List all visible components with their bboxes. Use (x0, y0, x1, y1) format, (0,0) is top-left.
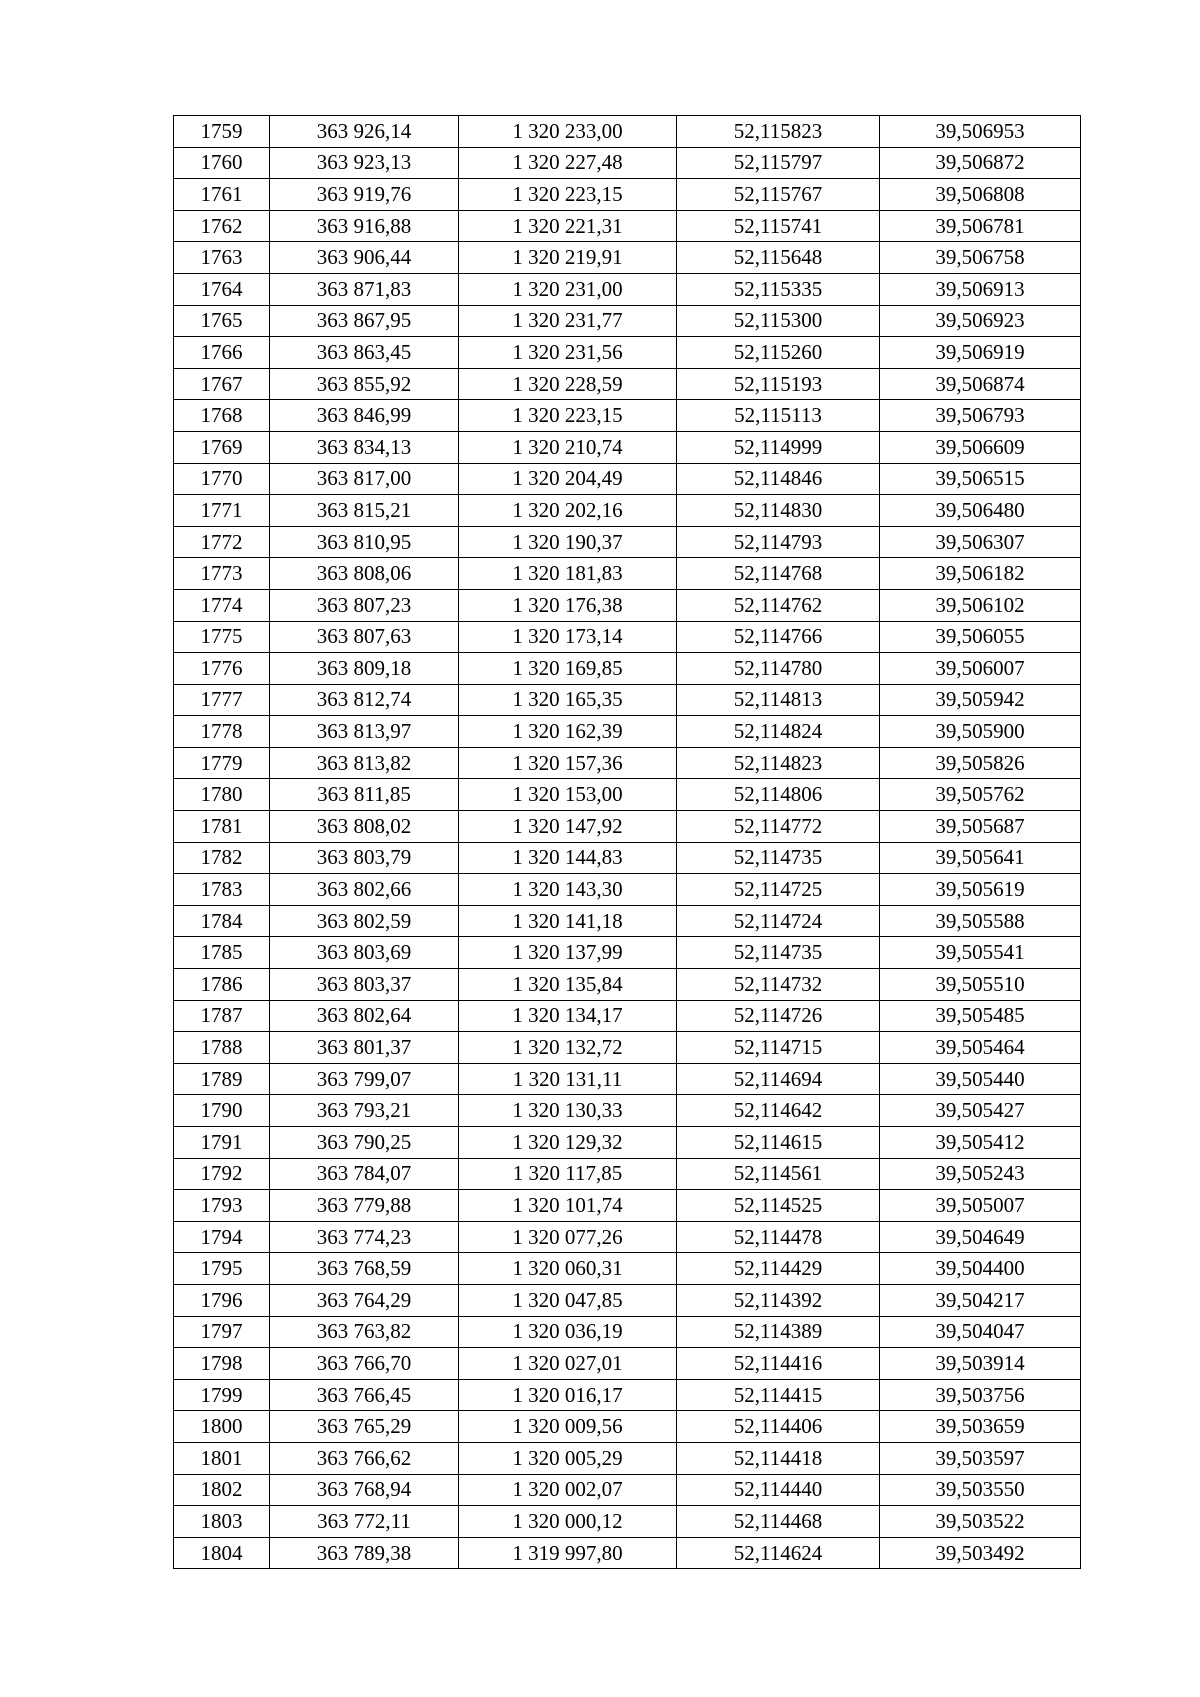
x-coordinate-cell: 363 813,82 (270, 747, 459, 779)
point-number-cell: 1799 (174, 1379, 270, 1411)
y-coordinate-cell: 1 320 129,32 (459, 1127, 677, 1159)
y-coordinate-cell: 1 320 190,37 (459, 526, 677, 558)
x-coordinate-cell: 363 807,63 (270, 621, 459, 653)
table-row (174, 1253, 1081, 1285)
latitude-cell: 52,114406 (677, 1411, 880, 1443)
latitude-cell: 52,114766 (677, 621, 880, 653)
point-number-cell: 1787 (174, 1000, 270, 1032)
latitude-cell: 52,114418 (677, 1442, 880, 1474)
longitude-cell: 39,506609 (880, 431, 1081, 463)
latitude-cell: 52,114806 (677, 779, 880, 811)
point-number-cell: 1793 (174, 1190, 270, 1222)
x-coordinate-cell: 363 810,95 (270, 526, 459, 558)
longitude-cell: 39,504400 (880, 1253, 1081, 1285)
longitude-cell: 39,505942 (880, 684, 1081, 716)
y-coordinate-cell: 1 320 137,99 (459, 937, 677, 969)
longitude-cell: 39,506758 (880, 242, 1081, 274)
table-row (174, 1000, 1081, 1032)
point-number-cell: 1762 (174, 210, 270, 242)
point-number-cell: 1804 (174, 1537, 270, 1569)
x-coordinate-cell: 363 768,59 (270, 1253, 459, 1285)
y-coordinate-cell: 1 320 027,01 (459, 1348, 677, 1380)
x-coordinate-cell: 363 807,23 (270, 589, 459, 621)
y-coordinate-cell: 1 320 227,48 (459, 147, 677, 179)
point-number-cell: 1797 (174, 1316, 270, 1348)
latitude-cell: 52,114768 (677, 558, 880, 590)
point-number-cell: 1798 (174, 1348, 270, 1380)
point-number-cell: 1765 (174, 305, 270, 337)
longitude-cell: 39,506913 (880, 273, 1081, 305)
point-number-cell: 1788 (174, 1032, 270, 1064)
x-coordinate-cell: 363 799,07 (270, 1063, 459, 1095)
longitude-cell: 39,505641 (880, 842, 1081, 874)
longitude-cell: 39,506781 (880, 210, 1081, 242)
x-coordinate-cell: 363 764,29 (270, 1284, 459, 1316)
table-row (174, 1284, 1081, 1316)
point-number-cell: 1789 (174, 1063, 270, 1095)
table-row (174, 400, 1081, 432)
latitude-cell: 52,115193 (677, 368, 880, 400)
point-number-cell: 1785 (174, 937, 270, 969)
table-row (174, 463, 1081, 495)
y-coordinate-cell: 1 320 231,56 (459, 337, 677, 369)
point-number-cell: 1766 (174, 337, 270, 369)
x-coordinate-cell: 363 803,79 (270, 842, 459, 874)
point-number-cell: 1786 (174, 969, 270, 1001)
longitude-cell: 39,505900 (880, 716, 1081, 748)
y-coordinate-cell: 1 320 153,00 (459, 779, 677, 811)
longitude-cell: 39,506182 (880, 558, 1081, 590)
longitude-cell: 39,505440 (880, 1063, 1081, 1095)
longitude-cell: 39,505541 (880, 937, 1081, 969)
y-coordinate-cell: 1 320 228,59 (459, 368, 677, 400)
longitude-cell: 39,503550 (880, 1474, 1081, 1506)
longitude-cell: 39,505826 (880, 747, 1081, 779)
point-number-cell: 1800 (174, 1411, 270, 1443)
x-coordinate-cell: 363 813,97 (270, 716, 459, 748)
y-coordinate-cell: 1 320 173,14 (459, 621, 677, 653)
latitude-cell: 52,114846 (677, 463, 880, 495)
point-number-cell: 1803 (174, 1506, 270, 1538)
point-number-cell: 1790 (174, 1095, 270, 1127)
y-coordinate-cell: 1 320 141,18 (459, 905, 677, 937)
table-row (174, 305, 1081, 337)
longitude-cell: 39,505762 (880, 779, 1081, 811)
latitude-cell: 52,115648 (677, 242, 880, 274)
y-coordinate-cell: 1 320 219,91 (459, 242, 677, 274)
y-coordinate-cell: 1 320 223,15 (459, 400, 677, 432)
longitude-cell: 39,506923 (880, 305, 1081, 337)
latitude-cell: 52,114813 (677, 684, 880, 716)
x-coordinate-cell: 363 809,18 (270, 653, 459, 685)
latitude-cell: 52,114725 (677, 874, 880, 906)
latitude-cell: 52,114429 (677, 1253, 880, 1285)
latitude-cell: 52,114468 (677, 1506, 880, 1538)
x-coordinate-cell: 363 774,23 (270, 1221, 459, 1253)
longitude-cell: 39,506480 (880, 495, 1081, 527)
point-number-cell: 1801 (174, 1442, 270, 1474)
x-coordinate-cell: 363 867,95 (270, 305, 459, 337)
table-row (174, 273, 1081, 305)
table-row (174, 558, 1081, 590)
table-row (174, 1506, 1081, 1538)
coordinates-table-body (174, 116, 1081, 1569)
x-coordinate-cell: 363 779,88 (270, 1190, 459, 1222)
latitude-cell: 52,114561 (677, 1158, 880, 1190)
point-number-cell: 1781 (174, 811, 270, 843)
y-coordinate-cell: 1 320 134,17 (459, 1000, 677, 1032)
x-coordinate-cell: 363 863,45 (270, 337, 459, 369)
point-number-cell: 1795 (174, 1253, 270, 1285)
point-number-cell: 1770 (174, 463, 270, 495)
y-coordinate-cell: 1 320 169,85 (459, 653, 677, 685)
x-coordinate-cell: 363 772,11 (270, 1506, 459, 1538)
latitude-cell: 52,114824 (677, 716, 880, 748)
table-row (174, 431, 1081, 463)
x-coordinate-cell: 363 802,59 (270, 905, 459, 937)
longitude-cell: 39,506515 (880, 463, 1081, 495)
x-coordinate-cell: 363 784,07 (270, 1158, 459, 1190)
latitude-cell: 52,114735 (677, 842, 880, 874)
x-coordinate-cell: 363 808,02 (270, 811, 459, 843)
table-row (174, 1411, 1081, 1443)
point-number-cell: 1796 (174, 1284, 270, 1316)
table-row (174, 905, 1081, 937)
longitude-cell: 39,506007 (880, 653, 1081, 685)
point-number-cell: 1802 (174, 1474, 270, 1506)
table-row (174, 1158, 1081, 1190)
x-coordinate-cell: 363 919,76 (270, 179, 459, 211)
point-number-cell: 1778 (174, 716, 270, 748)
latitude-cell: 52,115741 (677, 210, 880, 242)
x-coordinate-cell: 363 812,74 (270, 684, 459, 716)
latitude-cell: 52,114389 (677, 1316, 880, 1348)
table-row (174, 716, 1081, 748)
table-row (174, 937, 1081, 969)
y-coordinate-cell: 1 320 131,11 (459, 1063, 677, 1095)
y-coordinate-cell: 1 320 202,16 (459, 495, 677, 527)
x-coordinate-cell: 363 803,69 (270, 937, 459, 969)
point-number-cell: 1769 (174, 431, 270, 463)
x-coordinate-cell: 363 766,70 (270, 1348, 459, 1380)
latitude-cell: 52,115260 (677, 337, 880, 369)
latitude-cell: 52,114624 (677, 1537, 880, 1569)
point-number-cell: 1780 (174, 779, 270, 811)
point-number-cell: 1777 (174, 684, 270, 716)
y-coordinate-cell: 1 320 231,00 (459, 273, 677, 305)
x-coordinate-cell: 363 801,37 (270, 1032, 459, 1064)
x-coordinate-cell: 363 846,99 (270, 400, 459, 432)
latitude-cell: 52,114525 (677, 1190, 880, 1222)
latitude-cell: 52,114735 (677, 937, 880, 969)
table-row (174, 1316, 1081, 1348)
latitude-cell: 52,114726 (677, 1000, 880, 1032)
latitude-cell: 52,114416 (677, 1348, 880, 1380)
y-coordinate-cell: 1 320 016,17 (459, 1379, 677, 1411)
point-number-cell: 1772 (174, 526, 270, 558)
table-row (174, 874, 1081, 906)
longitude-cell: 39,505687 (880, 811, 1081, 843)
table-row (174, 1032, 1081, 1064)
table-row (174, 1348, 1081, 1380)
table-row (174, 779, 1081, 811)
point-number-cell: 1784 (174, 905, 270, 937)
longitude-cell: 39,506919 (880, 337, 1081, 369)
y-coordinate-cell: 1 320 223,15 (459, 179, 677, 211)
y-coordinate-cell: 1 320 132,72 (459, 1032, 677, 1064)
x-coordinate-cell: 363 802,66 (270, 874, 459, 906)
longitude-cell: 39,505464 (880, 1032, 1081, 1064)
latitude-cell: 52,114830 (677, 495, 880, 527)
table-row (174, 368, 1081, 400)
x-coordinate-cell: 363 916,88 (270, 210, 459, 242)
y-coordinate-cell: 1 320 077,26 (459, 1221, 677, 1253)
x-coordinate-cell: 363 811,85 (270, 779, 459, 811)
y-coordinate-cell: 1 320 204,49 (459, 463, 677, 495)
latitude-cell: 52,115113 (677, 400, 880, 432)
latitude-cell: 52,114694 (677, 1063, 880, 1095)
longitude-cell: 39,505619 (880, 874, 1081, 906)
y-coordinate-cell: 1 320 002,07 (459, 1474, 677, 1506)
table-row (174, 621, 1081, 653)
longitude-cell: 39,506872 (880, 147, 1081, 179)
y-coordinate-cell: 1 320 130,33 (459, 1095, 677, 1127)
x-coordinate-cell: 363 906,44 (270, 242, 459, 274)
x-coordinate-cell: 363 923,13 (270, 147, 459, 179)
point-number-cell: 1774 (174, 589, 270, 621)
table-row (174, 1095, 1081, 1127)
table-row (174, 1474, 1081, 1506)
y-coordinate-cell: 1 320 210,74 (459, 431, 677, 463)
x-coordinate-cell: 363 768,94 (270, 1474, 459, 1506)
latitude-cell: 52,114732 (677, 969, 880, 1001)
y-coordinate-cell: 1 319 997,80 (459, 1537, 677, 1569)
latitude-cell: 52,114724 (677, 905, 880, 937)
longitude-cell: 39,505243 (880, 1158, 1081, 1190)
longitude-cell: 39,504649 (880, 1221, 1081, 1253)
latitude-cell: 52,115823 (677, 116, 880, 148)
table-row (174, 653, 1081, 685)
y-coordinate-cell: 1 320 143,30 (459, 874, 677, 906)
table-row (174, 495, 1081, 527)
latitude-cell: 52,115797 (677, 147, 880, 179)
y-coordinate-cell: 1 320 036,19 (459, 1316, 677, 1348)
table-row (174, 1190, 1081, 1222)
longitude-cell: 39,505007 (880, 1190, 1081, 1222)
point-number-cell: 1773 (174, 558, 270, 590)
latitude-cell: 52,114999 (677, 431, 880, 463)
longitude-cell: 39,503522 (880, 1506, 1081, 1538)
latitude-cell: 52,115767 (677, 179, 880, 211)
longitude-cell: 39,504047 (880, 1316, 1081, 1348)
point-number-cell: 1763 (174, 242, 270, 274)
longitude-cell: 39,503914 (880, 1348, 1081, 1380)
point-number-cell: 1759 (174, 116, 270, 148)
table-row (174, 811, 1081, 843)
y-coordinate-cell: 1 320 181,83 (459, 558, 677, 590)
point-number-cell: 1791 (174, 1127, 270, 1159)
x-coordinate-cell: 363 808,06 (270, 558, 459, 590)
point-number-cell: 1771 (174, 495, 270, 527)
latitude-cell: 52,114415 (677, 1379, 880, 1411)
table-row (174, 526, 1081, 558)
latitude-cell: 52,114772 (677, 811, 880, 843)
latitude-cell: 52,114440 (677, 1474, 880, 1506)
point-number-cell: 1792 (174, 1158, 270, 1190)
table-row (174, 337, 1081, 369)
coordinates-table (173, 115, 1081, 1569)
latitude-cell: 52,114823 (677, 747, 880, 779)
x-coordinate-cell: 363 855,92 (270, 368, 459, 400)
table-row (174, 684, 1081, 716)
y-coordinate-cell: 1 320 047,85 (459, 1284, 677, 1316)
longitude-cell: 39,505510 (880, 969, 1081, 1001)
latitude-cell: 52,114392 (677, 1284, 880, 1316)
table-row (174, 147, 1081, 179)
table-row (174, 747, 1081, 779)
x-coordinate-cell: 363 802,64 (270, 1000, 459, 1032)
x-coordinate-cell: 363 765,29 (270, 1411, 459, 1443)
y-coordinate-cell: 1 320 009,56 (459, 1411, 677, 1443)
longitude-cell: 39,503597 (880, 1442, 1081, 1474)
y-coordinate-cell: 1 320 147,92 (459, 811, 677, 843)
x-coordinate-cell: 363 817,00 (270, 463, 459, 495)
longitude-cell: 39,505427 (880, 1095, 1081, 1127)
x-coordinate-cell: 363 926,14 (270, 116, 459, 148)
longitude-cell: 39,506102 (880, 589, 1081, 621)
longitude-cell: 39,505485 (880, 1000, 1081, 1032)
y-coordinate-cell: 1 320 060,31 (459, 1253, 677, 1285)
point-number-cell: 1779 (174, 747, 270, 779)
y-coordinate-cell: 1 320 157,36 (459, 747, 677, 779)
y-coordinate-cell: 1 320 221,31 (459, 210, 677, 242)
x-coordinate-cell: 363 790,25 (270, 1127, 459, 1159)
point-number-cell: 1761 (174, 179, 270, 211)
x-coordinate-cell: 363 815,21 (270, 495, 459, 527)
longitude-cell: 39,503659 (880, 1411, 1081, 1443)
x-coordinate-cell: 363 803,37 (270, 969, 459, 1001)
y-coordinate-cell: 1 320 233,00 (459, 116, 677, 148)
y-coordinate-cell: 1 320 165,35 (459, 684, 677, 716)
longitude-cell: 39,506808 (880, 179, 1081, 211)
table-row (174, 210, 1081, 242)
y-coordinate-cell: 1 320 005,29 (459, 1442, 677, 1474)
table-row (174, 589, 1081, 621)
point-number-cell: 1760 (174, 147, 270, 179)
point-number-cell: 1775 (174, 621, 270, 653)
point-number-cell: 1768 (174, 400, 270, 432)
table-row (174, 1127, 1081, 1159)
x-coordinate-cell: 363 766,45 (270, 1379, 459, 1411)
table-row (174, 116, 1081, 148)
table-row (174, 242, 1081, 274)
latitude-cell: 52,114642 (677, 1095, 880, 1127)
longitude-cell: 39,503756 (880, 1379, 1081, 1411)
table-row (174, 1221, 1081, 1253)
latitude-cell: 52,114793 (677, 526, 880, 558)
y-coordinate-cell: 1 320 231,77 (459, 305, 677, 337)
latitude-cell: 52,114762 (677, 589, 880, 621)
table-row (174, 1063, 1081, 1095)
point-number-cell: 1764 (174, 273, 270, 305)
longitude-cell: 39,506874 (880, 368, 1081, 400)
longitude-cell: 39,505588 (880, 905, 1081, 937)
point-number-cell: 1767 (174, 368, 270, 400)
latitude-cell: 52,114478 (677, 1221, 880, 1253)
point-number-cell: 1776 (174, 653, 270, 685)
latitude-cell: 52,114615 (677, 1127, 880, 1159)
longitude-cell: 39,506793 (880, 400, 1081, 432)
y-coordinate-cell: 1 320 000,12 (459, 1506, 677, 1538)
longitude-cell: 39,506307 (880, 526, 1081, 558)
y-coordinate-cell: 1 320 135,84 (459, 969, 677, 1001)
latitude-cell: 52,115300 (677, 305, 880, 337)
longitude-cell: 39,504217 (880, 1284, 1081, 1316)
longitude-cell: 39,506055 (880, 621, 1081, 653)
x-coordinate-cell: 363 834,13 (270, 431, 459, 463)
table-row (174, 1537, 1081, 1569)
table-row (174, 1442, 1081, 1474)
x-coordinate-cell: 363 871,83 (270, 273, 459, 305)
point-number-cell: 1783 (174, 874, 270, 906)
latitude-cell: 52,114780 (677, 653, 880, 685)
longitude-cell: 39,503492 (880, 1537, 1081, 1569)
y-coordinate-cell: 1 320 117,85 (459, 1158, 677, 1190)
x-coordinate-cell: 363 766,62 (270, 1442, 459, 1474)
table-row (174, 179, 1081, 211)
x-coordinate-cell: 363 763,82 (270, 1316, 459, 1348)
table-row (174, 969, 1081, 1001)
table-row (174, 842, 1081, 874)
x-coordinate-cell: 363 789,38 (270, 1537, 459, 1569)
x-coordinate-cell: 363 793,21 (270, 1095, 459, 1127)
latitude-cell: 52,114715 (677, 1032, 880, 1064)
point-number-cell: 1782 (174, 842, 270, 874)
latitude-cell: 52,115335 (677, 273, 880, 305)
longitude-cell: 39,505412 (880, 1127, 1081, 1159)
y-coordinate-cell: 1 320 144,83 (459, 842, 677, 874)
point-number-cell: 1794 (174, 1221, 270, 1253)
y-coordinate-cell: 1 320 162,39 (459, 716, 677, 748)
longitude-cell: 39,506953 (880, 116, 1081, 148)
y-coordinate-cell: 1 320 176,38 (459, 589, 677, 621)
table-row (174, 1379, 1081, 1411)
y-coordinate-cell: 1 320 101,74 (459, 1190, 677, 1222)
